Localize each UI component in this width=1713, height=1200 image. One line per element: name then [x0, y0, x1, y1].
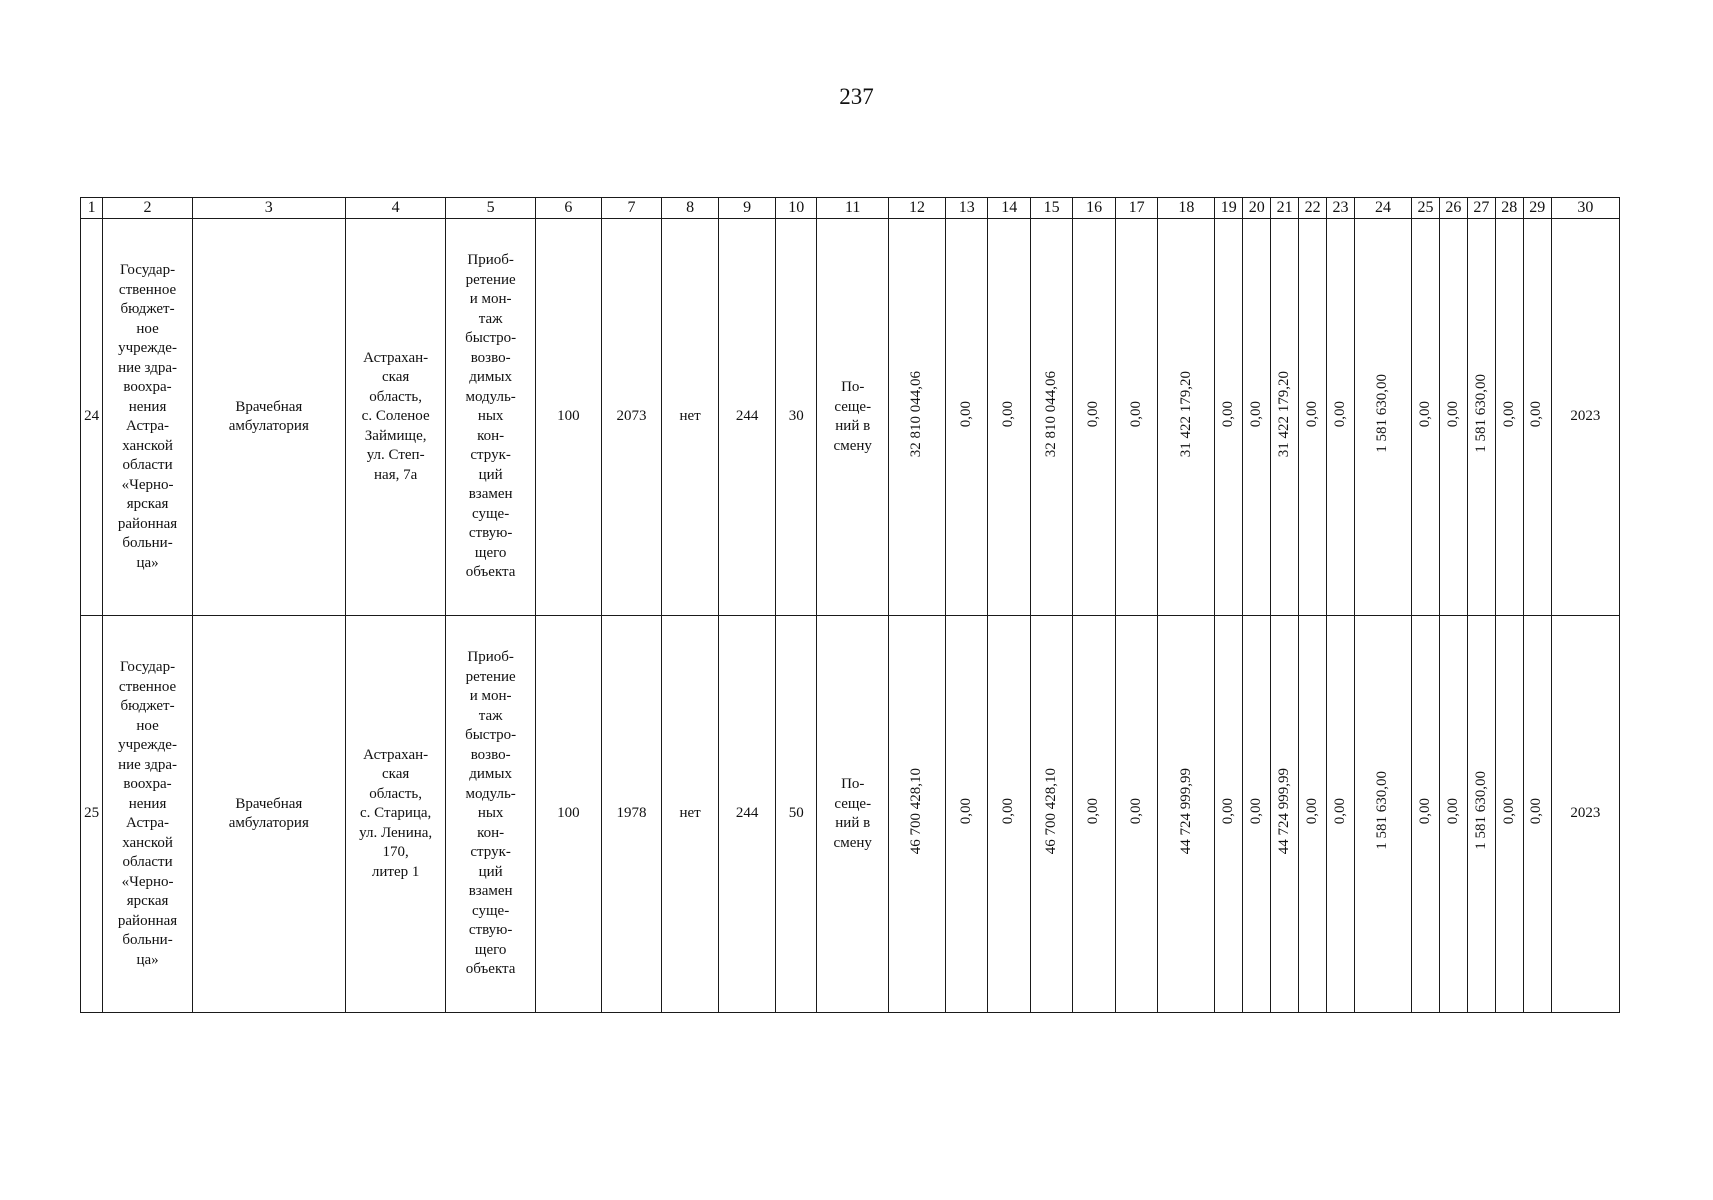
text-line: ствую- — [468, 525, 513, 542]
table-cell: 244 — [719, 616, 776, 1013]
amount-cell: 0,00 — [1303, 400, 1320, 427]
text-line: ных — [477, 805, 504, 822]
text-line: димых — [469, 369, 512, 386]
row-number: 25 — [81, 616, 103, 1013]
text-line: взамен — [468, 883, 513, 900]
column-header: 29 — [1523, 198, 1551, 219]
text-line: ретение — [465, 271, 516, 288]
text-line: Государ- — [120, 262, 176, 278]
text-line: ных — [477, 408, 504, 425]
column-header: 1 — [81, 198, 103, 219]
text-line: ская — [382, 766, 410, 783]
text-line: учрежде- — [118, 737, 177, 753]
amount-cell: 0,00 — [957, 797, 974, 824]
text-line: быстро- — [465, 330, 517, 347]
text-line: воохра- — [123, 776, 172, 792]
table-cell: 1978 — [601, 616, 661, 1013]
text-line: ное — [136, 717, 159, 734]
text-line: возво- — [470, 349, 511, 366]
investment-table — [80, 197, 1620, 1013]
column-header: 16 — [1073, 198, 1115, 219]
column-header: 2 — [103, 198, 192, 219]
text-line: учрежде- — [118, 340, 177, 356]
amount-cell: 0,00 — [1500, 400, 1517, 427]
column-header: 14 — [988, 198, 1030, 219]
amount-cell: 0,00 — [1331, 400, 1348, 427]
table-cell: нет — [662, 616, 719, 1013]
text-line: районная — [117, 912, 178, 929]
text-line: модуль- — [465, 785, 516, 802]
text-line: объекта — [465, 564, 516, 581]
text-line: и мон- — [469, 688, 512, 705]
column-header: 26 — [1439, 198, 1467, 219]
text-line: таж — [478, 707, 503, 724]
text-line: кон- — [477, 824, 505, 841]
table-cell: 100 — [535, 616, 601, 1013]
column-header: 9 — [719, 198, 776, 219]
activity-description — [446, 219, 535, 616]
activity-description — [446, 616, 535, 1013]
text-line: ханской — [122, 437, 173, 454]
header-row — [81, 198, 1620, 219]
text-line: димых — [469, 766, 512, 783]
capacity-unit — [817, 219, 889, 616]
text-line: сеще- — [834, 795, 872, 812]
text-line: области — [122, 457, 173, 473]
text-line: бюджет- — [120, 698, 175, 714]
amount-cell: 46 700 428,10 — [1042, 767, 1059, 854]
text-line: По- — [841, 776, 865, 792]
amount-cell: 0,00 — [1528, 797, 1545, 824]
amount-cell: 0,00 — [1085, 797, 1102, 824]
text-line: смену — [833, 437, 872, 454]
table-row — [81, 219, 1620, 616]
column-header: 10 — [776, 198, 817, 219]
table-row — [81, 616, 1620, 1013]
table-cell: 244 — [719, 219, 776, 616]
text-line: амбулатория — [228, 815, 309, 831]
amount-cell: 0,00 — [1220, 797, 1237, 824]
table-cell: 50 — [776, 616, 817, 1013]
amount-cell: 1 581 630,00 — [1374, 374, 1391, 454]
amount-cell: 0,00 — [1500, 797, 1517, 824]
amount-cell: 44 724 999,99 — [1275, 767, 1292, 854]
text-line: ская — [382, 369, 410, 386]
text-line: литер 1 — [371, 863, 420, 880]
column-header: 4 — [345, 198, 446, 219]
text-line: районная — [117, 515, 178, 532]
text-line: таж — [478, 310, 503, 327]
column-header: 30 — [1551, 198, 1619, 219]
text-line: Приоб- — [467, 252, 514, 269]
text-line: суще- — [472, 902, 510, 919]
text-line: щего — [474, 941, 507, 958]
text-line: ца» — [136, 951, 159, 968]
column-header: 24 — [1355, 198, 1412, 219]
column-header: 20 — [1243, 198, 1271, 219]
text-line: нения — [128, 398, 167, 415]
text-line: ние здра- — [118, 756, 177, 773]
text-line: ственное — [118, 281, 177, 298]
text-line: сеще- — [834, 398, 872, 415]
text-line: быстро- — [465, 727, 517, 744]
organization-name — [103, 219, 192, 616]
text-line: больни- — [122, 932, 173, 948]
text-line: струк- — [470, 844, 511, 861]
text-line: ственное — [118, 678, 177, 695]
address — [345, 219, 446, 616]
text-line: По- — [841, 379, 865, 395]
text-line: Государ- — [120, 659, 176, 675]
address — [345, 616, 446, 1013]
amount-cell: 0,00 — [1444, 797, 1461, 824]
text-line: амбулатория — [228, 418, 309, 434]
column-header: 19 — [1215, 198, 1243, 219]
text-line: смену — [833, 834, 872, 851]
text-line: области — [122, 854, 173, 870]
organization-name — [103, 616, 192, 1013]
text-line: Астра- — [126, 815, 170, 831]
amount-cell: 0,00 — [1220, 400, 1237, 427]
text-line: ний в — [835, 815, 871, 831]
column-header: 3 — [192, 198, 345, 219]
amount-cell: 0,00 — [1444, 400, 1461, 427]
text-line: Астрахан- — [363, 746, 429, 763]
text-line: ствую- — [468, 922, 513, 939]
text-line: объекта — [465, 961, 516, 978]
page-number: 237 — [839, 84, 874, 109]
text-line: бюджет- — [120, 301, 175, 317]
text-line: ул. Ленина, — [359, 824, 433, 841]
amount-cell: 0,00 — [1000, 400, 1017, 427]
text-line: Займище, — [364, 427, 427, 444]
amount-cell: 0,00 — [1000, 797, 1017, 824]
column-header: 7 — [601, 198, 661, 219]
column-header: 28 — [1495, 198, 1523, 219]
text-line: «Черно- — [121, 873, 174, 890]
column-header: 12 — [888, 198, 945, 219]
amount-cell: 32 810 044,06 — [1042, 370, 1059, 457]
text-line: взамен — [468, 486, 513, 503]
text-line: ретение — [465, 668, 516, 685]
text-line: ций — [478, 466, 503, 483]
amount-cell: 1 581 630,00 — [1472, 771, 1489, 851]
object-name — [192, 616, 345, 1013]
amount-cell: 0,00 — [1416, 797, 1433, 824]
text-line: ханской — [122, 834, 173, 851]
text-line: ул. Степ- — [366, 447, 425, 464]
text-line: ций — [478, 863, 503, 880]
column-header: 11 — [817, 198, 889, 219]
text-line: ний в — [835, 418, 871, 434]
table-cell: 30 — [776, 219, 817, 616]
text-line: ние здра- — [118, 359, 177, 376]
amount-cell: 0,00 — [1303, 797, 1320, 824]
text-line: возво- — [470, 746, 511, 763]
text-line: «Черно- — [121, 476, 174, 493]
amount-cell: 0,00 — [957, 400, 974, 427]
text-line: воохра- — [123, 379, 172, 395]
amount-cell: 31 422 179,20 — [1177, 370, 1194, 457]
amount-cell: 0,00 — [1247, 400, 1264, 427]
text-line: с. Старица, — [359, 805, 432, 822]
row-number: 24 — [81, 219, 103, 616]
text-line: область, — [369, 785, 422, 802]
amount-cell: 46 700 428,10 — [908, 767, 925, 854]
text-line: ная, 7а — [374, 466, 418, 483]
table-cell: 2073 — [601, 219, 661, 616]
column-header: 15 — [1030, 198, 1072, 219]
text-line: ярская — [126, 496, 169, 512]
text-line: область, — [369, 388, 422, 405]
column-header: 25 — [1412, 198, 1440, 219]
text-line: Приоб- — [467, 649, 514, 666]
year-cell: 2023 — [1551, 616, 1619, 1013]
text-line: щего — [474, 544, 507, 561]
column-header: 21 — [1271, 198, 1299, 219]
text-line: струк- — [470, 447, 511, 464]
column-header: 22 — [1299, 198, 1327, 219]
table-cell: нет — [662, 219, 719, 616]
amount-cell: 0,00 — [1416, 400, 1433, 427]
text-line: с. Соленое — [361, 408, 430, 425]
amount-cell: 0,00 — [1247, 797, 1264, 824]
amount-cell: 31 422 179,20 — [1275, 370, 1292, 457]
column-header: 18 — [1158, 198, 1215, 219]
amount-cell: 0,00 — [1528, 400, 1545, 427]
text-line: кон- — [477, 427, 505, 444]
amount-cell: 0,00 — [1127, 797, 1144, 824]
column-header: 13 — [945, 198, 987, 219]
column-header: 5 — [446, 198, 535, 219]
text-line: Астра- — [126, 418, 170, 434]
text-line: Врачебная — [235, 398, 303, 415]
text-line: ное — [136, 320, 159, 337]
column-header: 17 — [1115, 198, 1157, 219]
column-header: 8 — [662, 198, 719, 219]
capacity-unit — [817, 616, 889, 1013]
amount-cell: 32 810 044,06 — [908, 370, 925, 457]
amount-cell: 1 581 630,00 — [1374, 771, 1391, 851]
column-header: 27 — [1467, 198, 1495, 219]
text-line: Астрахан- — [363, 349, 429, 366]
text-line: суще- — [472, 505, 510, 522]
text-line: Врачебная — [235, 795, 303, 812]
text-line: больни- — [122, 535, 173, 551]
text-line: нения — [128, 795, 167, 812]
text-line: ца» — [136, 554, 159, 571]
amount-cell: 1 581 630,00 — [1472, 374, 1489, 454]
column-header: 23 — [1327, 198, 1355, 219]
object-name — [192, 219, 345, 616]
text-line: модуль- — [465, 388, 516, 405]
amount-cell: 0,00 — [1085, 400, 1102, 427]
amount-cell: 44 724 999,99 — [1177, 767, 1194, 854]
text-line: и мон- — [469, 291, 512, 308]
amount-cell: 0,00 — [1331, 797, 1348, 824]
column-header: 6 — [535, 198, 601, 219]
table-cell: 100 — [535, 219, 601, 616]
amount-cell: 0,00 — [1127, 400, 1144, 427]
text-line: 170, — [382, 844, 409, 861]
year-cell: 2023 — [1551, 219, 1619, 616]
text-line: ярская — [126, 893, 169, 909]
